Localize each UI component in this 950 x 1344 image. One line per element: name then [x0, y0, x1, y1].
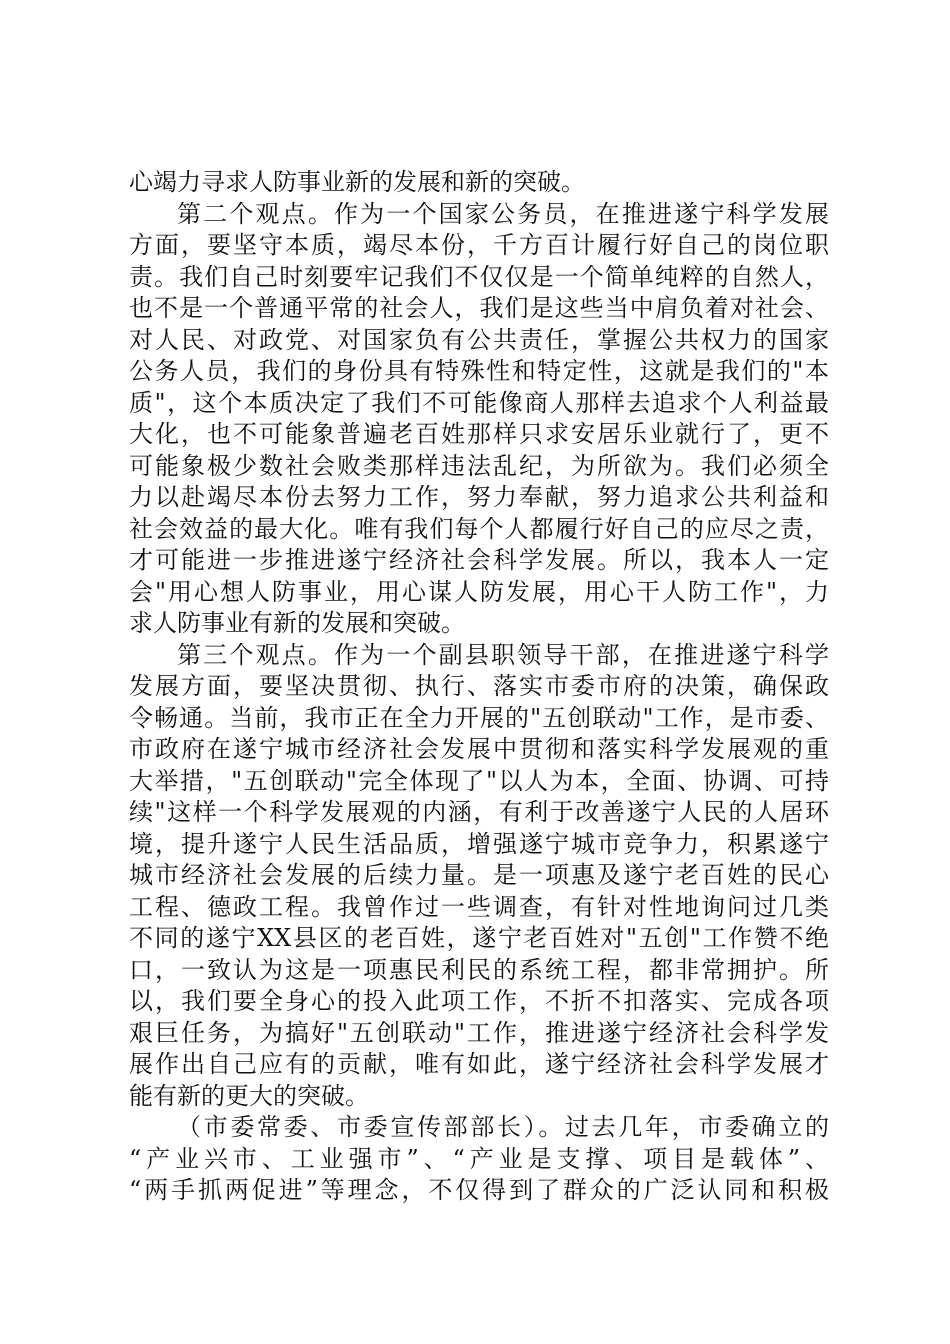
text-line: “两手抓两促进”等理念，不仅得到了群众的广泛认同和积极: [129, 1176, 829, 1204]
text-line: 境，提升遂宁人民生活品质，增强遂宁城市竞争力，积累遂宁: [129, 829, 829, 858]
text-line: 社会效益的最大化。唯有我们每个人都履行好自己的应尽之责，: [129, 514, 829, 543]
text-line: 城市经济社会发展的后续力量。是一项惠及遂宁老百姓的民心: [129, 861, 829, 889]
text-line: 令畅通。当前，我市正在全力开展的"五创联动"工作，是市委、: [129, 703, 829, 732]
text-line: 艰巨任务，为搞好"五创联动"工作，推进遂宁经济社会科学发: [129, 1018, 829, 1047]
text-line: 责。我们自己时刻要牢记我们不仅仅是一个简单纯粹的自然人，: [129, 262, 829, 291]
text-line: 质"，这个本质决定了我们不可能像商人那样去追求个人利益最: [129, 388, 829, 417]
text-line: 求人防事业有新的发展和突破。: [129, 609, 465, 637]
text-line: 心竭力寻求人防事业新的发展和新的突破。: [129, 168, 585, 196]
text-line: 市政府在遂宁城市经济社会发展中贯彻和落实科学发展观的重: [129, 735, 829, 763]
text-line: 可能象极少数社会败类那样违法乱纪，为所欲为。我们必须全: [129, 451, 829, 480]
body-text: [129, 167, 829, 1207]
text-line: 对人民、对政党、对国家负有公共责任，掌握公共权力的国家: [129, 325, 829, 354]
text-line: 口，一致认为这是一项惠民利民的系统工程，都非常拥护。所: [129, 955, 829, 984]
text-line: 大举措，"五创联动"完全体现了"以人为本，全面、协调、可持: [129, 766, 829, 795]
text-line: 会"用心想人防事业，用心谋人防发展，用心干人防工作"，力: [129, 577, 829, 606]
text-line: 能有新的更大的突破。: [129, 1081, 369, 1110]
text-line: 工程、德政工程。我曾作过一些调查，有针对性地询问过几类: [129, 892, 829, 921]
paragraph-first-line: 第二个观点。作为一个国家公务员，在推进遂宁科学发展: [177, 199, 829, 228]
text-line: 公务人员，我们的身份具有特殊性和特定性，这就是我们的"本: [129, 357, 829, 385]
text-line: 不同的遂宁XX县区的老百姓，遂宁老百姓对"五创"工作赞不绝: [129, 924, 829, 952]
text-line: 方面，要坚守本质，竭尽本份，千方百计履行好自己的岗位职: [129, 231, 829, 259]
text-line: 续"这样一个科学发展观的内涵，有利于改善遂宁人民的人居环: [129, 798, 829, 826]
text-line: 展作出自己应有的贡献，唯有如此，遂宁经济社会科学发展才: [129, 1050, 829, 1078]
text-line: 也不是一个普通平常的社会人，我们是这些当中肩负着对社会、: [129, 294, 829, 322]
text-line: 才可能进一步推进遂宁经济社会科学发展。所以，我本人一定: [129, 546, 829, 574]
text-line: 以，我们要全身心的投入此项工作，不折不扣落实、完成各项: [129, 987, 829, 1015]
text-line: 发展方面，要坚决贯彻、执行、落实市委市府的决策，确保政: [129, 672, 829, 700]
text-line: 力以赴竭尽本份去努力工作，努力奉献，努力追求公共利益和: [129, 483, 829, 511]
paragraph-first-line: 第三个观点。作为一个副县职领导干部，在推进遂宁科学: [177, 640, 829, 669]
text-line: “产业兴市、工业强市”、“产业是支撑、项目是载体”、: [129, 1144, 829, 1173]
text-line: 大化，也不可能象普遍老百姓那样只求安居乐业就行了，更不: [129, 420, 829, 448]
paragraph-first-line: （市委常委、市委宣传部部长）。过去几年，市委确立的: [177, 1113, 829, 1141]
